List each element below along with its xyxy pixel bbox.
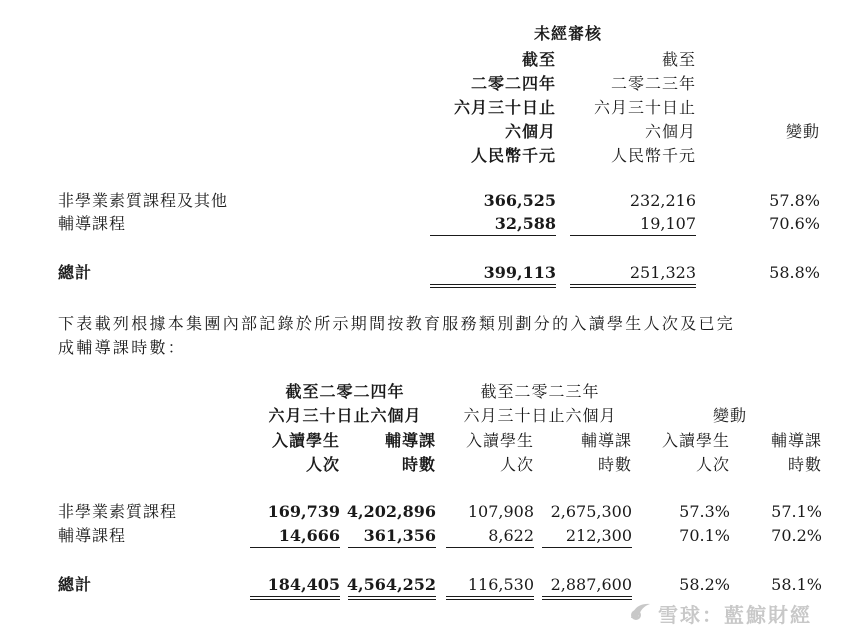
row-label: 輔導課程 <box>58 214 127 233</box>
col-2023-line-5: 人民幣千元 <box>610 146 696 165</box>
total-double-rule <box>348 596 436 600</box>
row-cell: 212,300 <box>565 526 632 545</box>
row-cell: 361,356 <box>363 526 436 545</box>
row-cell: 70.2% <box>771 526 822 545</box>
row-value-2023: 19,107 <box>640 214 696 233</box>
total-cell: 58.2% <box>679 575 730 594</box>
row-cell: 107,908 <box>467 502 534 521</box>
row-cell: 169,739 <box>267 502 340 521</box>
total-value-2024: 399,113 <box>483 263 556 282</box>
row-cell: 2,675,300 <box>550 502 632 521</box>
total-cell: 4,564,252 <box>346 575 436 594</box>
total-double-rule <box>250 596 340 600</box>
total-double-rule <box>446 596 534 600</box>
row-value-2023: 232,216 <box>629 191 696 210</box>
row-cell: 8,622 <box>488 526 534 545</box>
paragraph-line-2: 成輔導課時數： <box>58 338 187 357</box>
total-label: 總計 <box>58 575 93 594</box>
row-value-2024: 32,588 <box>494 214 556 233</box>
period-2023-line-1: 截至二零二三年 <box>480 382 600 401</box>
watermark <box>628 597 848 627</box>
col-2023-line-4: 六個月 <box>644 122 696 141</box>
total-double-rule-2023 <box>570 284 696 288</box>
row-value-2024: 366,525 <box>483 191 556 210</box>
change-header-2: 變動 <box>712 406 747 425</box>
paragraph-line-1: 下表載列根據本集團內部記錄於所示期間按教育服務類別劃分的入讀學生人次及已完 <box>58 314 736 333</box>
row-label: 非學業素質課程 <box>58 502 178 521</box>
subtotal-rule <box>250 547 340 548</box>
subtotal-rule <box>446 547 534 548</box>
col-2023-line-2: 二零二三年 <box>610 74 696 93</box>
row-change: 57.8% <box>769 191 820 210</box>
subtotal-rule <box>542 547 632 548</box>
period-2023-line-2: 六月三十日止六個月 <box>463 406 617 425</box>
col-2023-line-1: 截至 <box>661 50 696 69</box>
col-2024-line-1: 截至 <box>521 50 556 69</box>
row-cell: 70.1% <box>679 526 730 545</box>
subheader-hours-2024-unit: 時數 <box>401 455 436 474</box>
row-cell: 14,666 <box>278 526 340 545</box>
total-value-2023: 251,323 <box>629 263 696 282</box>
period-2024-line-1: 截至二零二四年 <box>285 382 405 401</box>
unaudited-header: 未經審核 <box>533 24 602 43</box>
subheader-students-2023-unit: 人次 <box>499 455 534 474</box>
change-header: 變動 <box>785 122 820 141</box>
subheader-hours-2023-unit: 時數 <box>597 455 632 474</box>
row-label: 輔導課程 <box>58 526 127 545</box>
row-change: 70.6% <box>769 214 820 233</box>
subheader-students-change: 入讀學生 <box>661 431 730 450</box>
total-double-rule <box>542 596 632 600</box>
col-2024-line-2: 二零二四年 <box>470 74 556 93</box>
col-2024-line-5: 人民幣千元 <box>470 146 556 165</box>
row-label: 非學業素質課程及其他 <box>58 191 229 210</box>
col-2024-line-4: 六個月 <box>504 122 556 141</box>
total-cell: 58.1% <box>771 575 822 594</box>
col-2024-line-3: 六月三十日止 <box>453 98 556 117</box>
total-change: 58.8% <box>769 263 820 282</box>
subheader-hours-2024: 輔導課 <box>384 431 436 450</box>
subheader-students-2023: 入讀學生 <box>465 431 534 450</box>
total-cell: 184,405 <box>267 575 340 594</box>
subtotal-rule-2024 <box>430 235 556 236</box>
subheader-students-change-unit: 人次 <box>695 455 730 474</box>
subheader-hours-change: 輔導課 <box>770 431 822 450</box>
total-label: 總計 <box>58 263 93 282</box>
subheader-hours-change-unit: 時數 <box>787 455 822 474</box>
total-double-rule-2024 <box>430 284 556 288</box>
snowball-logo-icon <box>628 600 654 622</box>
row-cell: 57.3% <box>679 502 730 521</box>
subheader-hours-2023: 輔導課 <box>580 431 632 450</box>
total-cell: 2,887,600 <box>550 575 632 594</box>
period-2024-line-2: 六月三十日止六個月 <box>268 406 422 425</box>
subheader-students-2024-unit: 人次 <box>305 455 340 474</box>
subtotal-rule-2023 <box>570 235 696 236</box>
row-cell: 4,202,896 <box>346 502 436 521</box>
col-2023-line-3: 六月三十日止 <box>593 98 696 117</box>
subtotal-rule <box>348 547 436 548</box>
watermark-text: 雪球：藍鯨財經 <box>658 603 812 627</box>
total-cell: 116,530 <box>467 575 534 594</box>
row-cell: 57.1% <box>771 502 822 521</box>
subheader-students-2024: 入讀學生 <box>271 431 340 450</box>
